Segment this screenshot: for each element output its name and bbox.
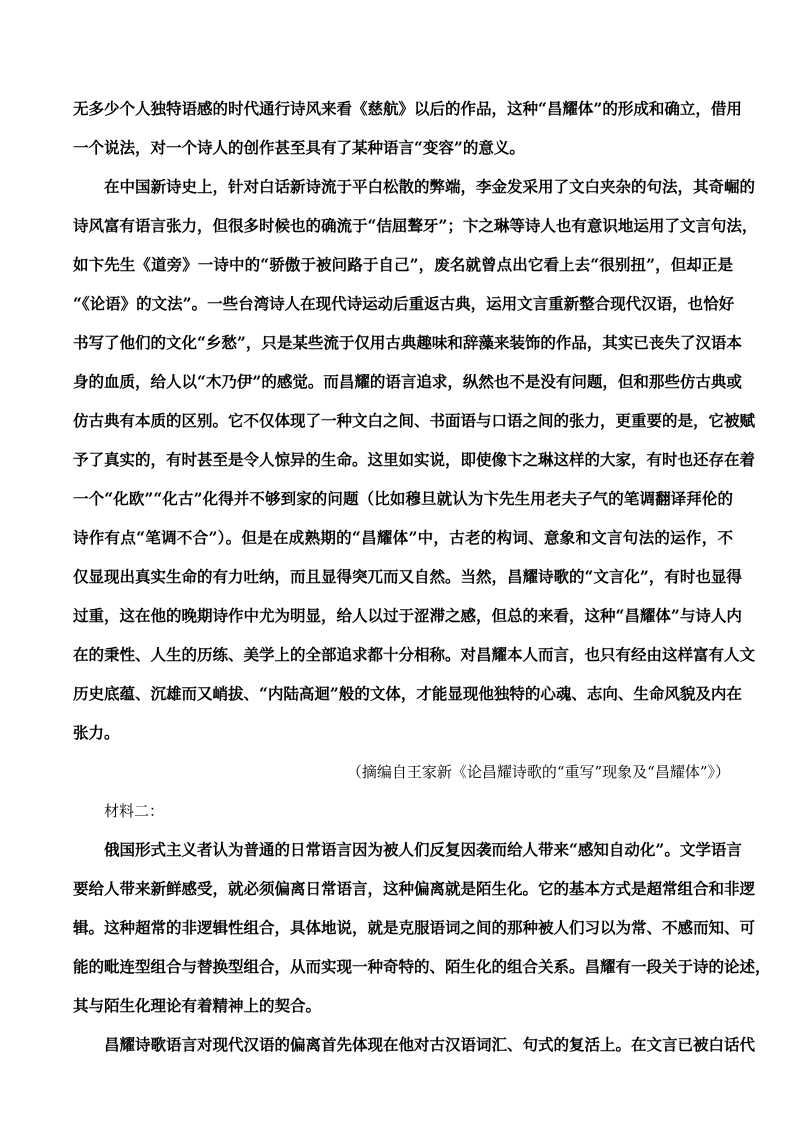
text-line: 如卞先生《道旁》一诗中的“骄傲于被问路于自己”，废名就曾点出它看上去“很别扭”，但却正是 [73,255,733,274]
text-line: 昌耀诗歌语言对现代汉语的偏离首先体现在他对古汉语词汇、句式的复活上。在文言已被白话代 [104,1035,756,1054]
text-line: 张力。 [73,723,120,742]
text-line: 过重，这在他的晚期诗作中尤为明显，给人以过于涩滞之感，但总的来看，这种“昌耀体”与诗人内 [73,606,742,625]
text-line: 其与陌生化理论有着精神上的契合。 [73,996,322,1015]
text-line: 在的秉性、人生的历练、美学上的全部追求都十分相称。对昌耀本人而言，也只有经由这样富有人文 [73,645,756,664]
text-line: 仅显现出真实生命的有力吐纳，而且显得突兀而又自然。当然，昌耀诗歌的“文言化”，有时也显得 [73,567,742,586]
source-citation: （摘编自王家新《论昌耀诗歌的“重写”现象及“昌耀体”》） [346,763,730,781]
text-line: 诗作有点“笔调不合”）。但是在成熟期的“昌耀体”中，古老的构词、意象和文言句法的运作，不 [73,528,733,547]
text-line: 要给人带来新鲜感受，就必须偏离日常语言，这种偏离就是陌生化。它的基本方式是超常组合和非逻 [73,879,756,898]
text-line: 俄国形式主义者认为普通的日常语言因为被人们反复因袭而给人带来“感知自动化”。文学语言 [104,840,742,859]
text-line: “《论语》的文法”。一些台湾诗人在现代诗运动后重返古典，运用文言重新整合现代汉语，也恰好 [73,294,735,313]
text-line: 身的血质，给人以“木乃伊”的感觉。而昌耀的语言追求，纵然也不是没有问题，但和那些仿古典或 [73,372,742,391]
text-line: 历史底蕴、沉雄而又峭拔、“内陆高迴”般的文体，才能显现他独特的心魂、志向、生命风貌及内在 [73,684,742,703]
text-line: 辑。这种超常的非逻辑性组合，具体地说，就是克服语词之间的那种被人们习以为常、不感而知、可 [73,918,756,937]
text-line: 诗风富有语言张力，但很多时候也的确流于“佶屈聱牙”；卞之琳等诗人也有意识地运用了文言句法， [73,216,758,235]
section-label: 材料二： [104,802,165,820]
text-line: 书写了他们的文化“乡愁”，只是某些流于仅用古典趣味和辞藻来装饰的作品，其实已丧失了汉语本 [73,333,742,352]
text-line: 能的毗连型组合与替换型组合，从而实现一种奇特的、陌生化的组合关系。昌耀有一段关于诗的论述， [73,957,771,976]
text-line: 无多少个人独特语感的时代通行诗风来看《慈航》以后的作品，这种“昌耀体”的形成和确立，借用 [73,99,742,118]
text-line: 在中国新诗史上，针对白话新诗流于平白松散的弊端，李金发采用了文白夹杂的句法，其奇崛的 [104,177,756,196]
text-line: 一个说法，对一个诗人的创作甚至具有了某种语言“变容”的意义。 [73,138,525,157]
text-line: 一个“化欧”“化古”化得并不够到家的问题（比如穆旦就认为卞先生用老夫子气的笔调翻译拜伦的 [73,489,733,508]
text-line: 仿古典有本质的区别。它不仅体现了一种文白之间、书面语与口语之间的张力，更重要的是，它被赋 [73,411,756,430]
text-line: 予了真实的，有时甚至是令人惊异的生命。这里如实说，即使像卞之琳这样的大家，有时也还存在着 [73,450,756,469]
